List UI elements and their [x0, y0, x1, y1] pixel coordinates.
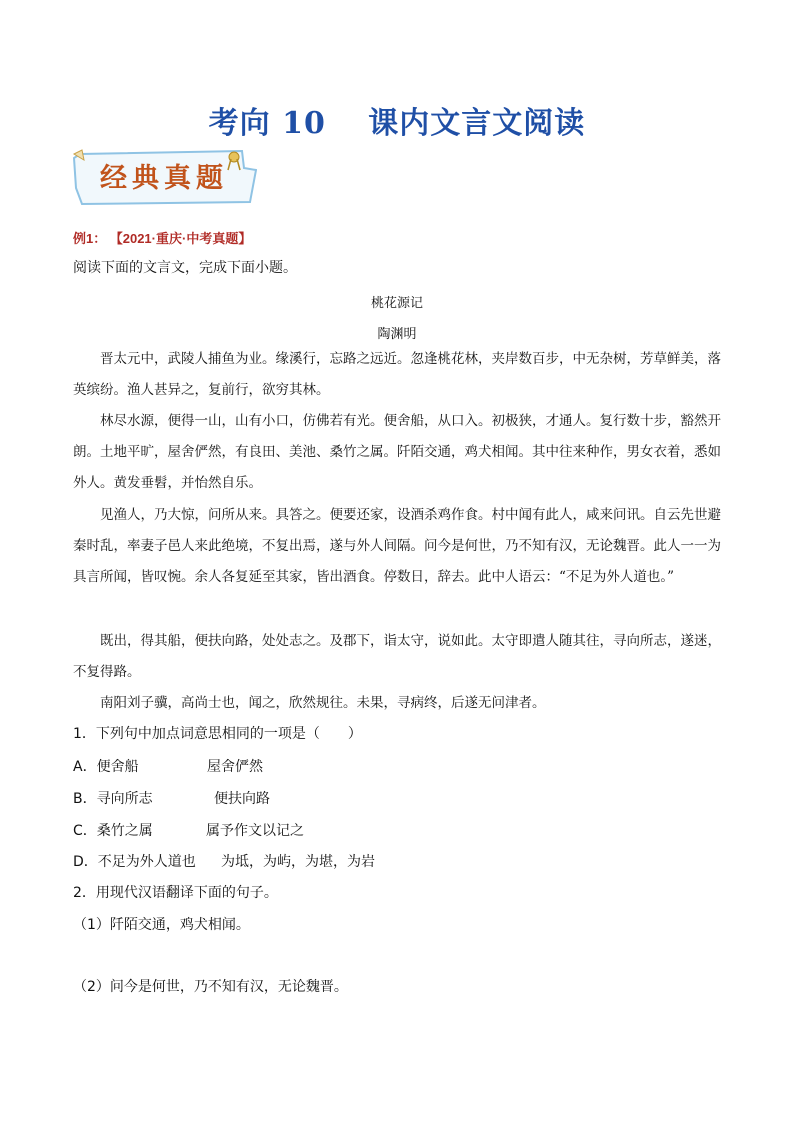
passage-paragraph: 林尽水源，便得一山，山有小口，仿佛若有光。便舍船，从口入。初极狭，才通人。复行数十步，豁然开朗。土地平旷，屋舍俨然，有良田、美池、桑竹之属。阡陌交通，鸡犬相闻。其中往来种作，男女衣着，悉如外人。黄发垂髫，并怡然自乐。	[73, 413, 721, 491]
passage-title: 桃花源记	[370, 296, 423, 311]
passage-paragraph: 既出，得其船，便扶向路，处处志之。及郡下，诣太守，说如此。太守即遣人随其往，寻向所志，遂迷，不复得路。	[73, 633, 721, 680]
option-a	[73, 756, 673, 776]
banner-label: 经典真题	[100, 163, 228, 194]
passage-paragraph: 南阳刘子骥，高尚士也，闻之，欣然规往。未果，寻病终，后遂无问津者。	[100, 695, 546, 711]
option-d-label: D．不足为外人道也	[73, 854, 196, 870]
option-d	[73, 851, 673, 871]
page-title: 考向 10 课内文言文阅读	[208, 106, 586, 141]
example-label: 例1：	[73, 231, 107, 246]
section-banner	[72, 148, 257, 206]
passage-paragraph: 见渔人，乃大惊，问所从来。具答之。便要还家，设酒杀鸡作食。村中闻有此人，咸来问讯。自云先世避秦时乱，率妻子邑人来此绝境，不复出焉，遂与外人间隔。问今是何世，乃不知有汉，无论魏晋。此人一一为具言所闻，皆叹惋。余人各复延至其家，皆出酒食。停数日，辞去。此中人语云：“不足为外人道也。”	[73, 507, 721, 585]
instruction-text: 阅读下面的文言文，完成下面小题。	[73, 260, 297, 276]
option-c-label: C．桑竹之属	[73, 823, 153, 839]
option-a-label: A．便舍船	[73, 759, 139, 775]
passage-author: 陶渊明	[377, 327, 417, 342]
option-a-pair: 屋舍俨然	[207, 759, 263, 775]
option-b	[73, 788, 673, 808]
option-d-pair: 为坻，为屿，为堪，为岩	[221, 854, 375, 870]
option-b-pair: 便扶向路	[214, 791, 270, 807]
example-heading	[73, 228, 251, 247]
example-source: 【2021·重庆·中考真题】	[116, 231, 252, 246]
passage-paragraph: 晋太元中，武陵人捕鱼为业。缘溪行，忘路之远近。忽逢桃花林，夹岸数百步，中无杂树，芳草鲜美，落英缤纷。渔人甚异之，复前行，欲穷其林。	[73, 351, 721, 398]
question-2-stem: 2．用现代汉语翻译下面的句子。	[73, 885, 278, 901]
question-1-stem: 1．下列句中加点词意思相同的一项是（ ）	[73, 726, 362, 742]
question-2-item: （2）问今是何世，乃不知有汉，无论魏晋。	[73, 979, 348, 995]
question-2-item: （1）阡陌交通，鸡犬相闻。	[73, 917, 250, 933]
option-c	[73, 820, 673, 840]
option-c-pair: 属予作文以记之	[206, 823, 304, 839]
option-b-label: B．寻向所志	[73, 791, 153, 807]
